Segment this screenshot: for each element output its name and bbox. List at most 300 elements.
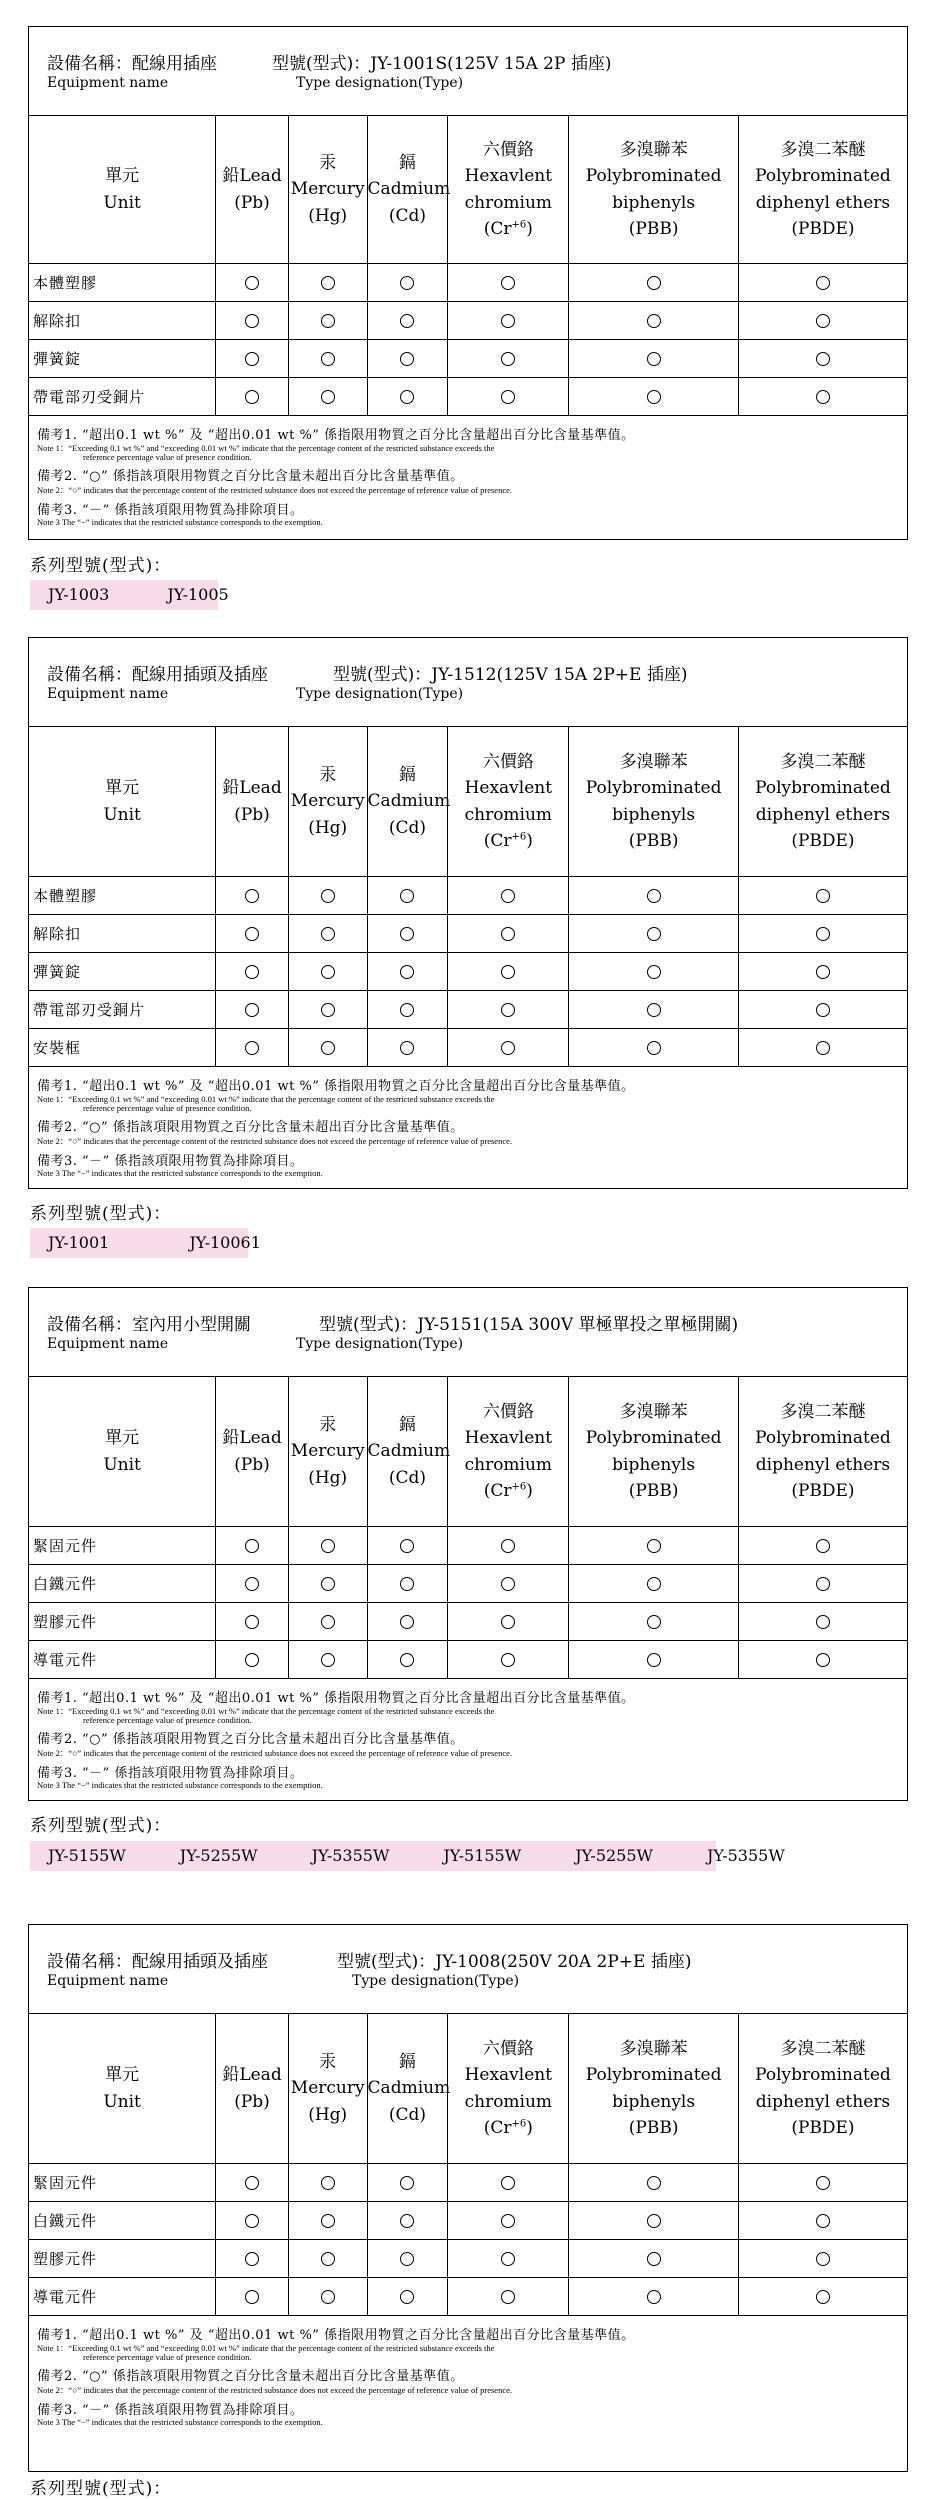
compliant-circle-icon — [245, 965, 259, 979]
compliance-cell — [738, 1029, 907, 1067]
notes-section — [29, 1066, 907, 1177]
mercury-header-line: Mercury — [290, 1441, 365, 1462]
compliance-cell — [367, 1641, 448, 1679]
lead-header-line: 鉛Lead — [222, 2065, 282, 2086]
note-1-zh: 備考1. “超出0.1 wt %” 及 “超出0.01 wt %” 係指限用物質之百分比含量超出百分比含量基準值。 — [37, 2328, 635, 2343]
pbde-header — [738, 727, 907, 877]
compliant-circle-icon — [501, 1539, 515, 1553]
equipment-name-en: Equipment name — [47, 1336, 169, 1352]
compliant-circle-icon — [816, 1653, 830, 1667]
compliance-cell — [569, 1641, 739, 1679]
pbb-header-line: Polybrominated — [585, 166, 722, 187]
compliance-cell — [569, 264, 739, 302]
rohs-sheet — [28, 637, 908, 1189]
compliant-circle-icon — [816, 2214, 830, 2228]
part-name: 塑膠元件 — [29, 2240, 216, 2278]
compliance-cell — [216, 877, 289, 915]
chromium-symbol: (Cr — [483, 2117, 512, 2138]
mercury-header-line: 汞 — [319, 2051, 337, 2072]
note-1-en: Note 1：“Exceeding 0.1 wt %” and “exceeding 0.01 wt %” indicate that the percentage content of the restricted substance exceeds the — [37, 1706, 495, 1716]
mercury-header-line: 汞 — [319, 764, 337, 785]
pbb-header-line: Polybrominated — [585, 1428, 722, 1449]
chromium-line: Hexavlent — [464, 1428, 553, 1449]
pbb-header-line: biphenyls — [612, 804, 696, 825]
compliance-cell — [367, 991, 448, 1029]
compliant-circle-icon — [400, 2176, 414, 2190]
compliant-circle-icon — [816, 1003, 830, 1017]
note-3-zh: 備考3. “－” 係指該項限用物質為排除項目。 — [37, 503, 304, 518]
pbde-header-line: 多溴二苯醚 — [780, 1401, 866, 1422]
compliant-circle-icon — [647, 2214, 661, 2228]
compliant-circle-icon — [321, 2252, 335, 2266]
model-zh: 型號(型式)：JY-1008(250V 20A 2P+E 插座) — [337, 1952, 692, 1972]
sheet-header — [29, 1925, 907, 2013]
compliance-cell — [738, 378, 907, 416]
compliant-circle-icon — [501, 352, 515, 366]
compliant-circle-icon — [647, 889, 661, 903]
compliant-circle-icon — [321, 390, 335, 404]
chromium-line: 六價鉻 — [482, 751, 534, 772]
compliance-cell — [216, 953, 289, 991]
chromium-header — [448, 116, 569, 264]
compliant-circle-icon — [400, 352, 414, 366]
series-model: JY-5255W — [179, 1846, 258, 1865]
compliant-circle-icon — [400, 1577, 414, 1591]
compliant-circle-icon — [501, 1653, 515, 1667]
compliance-cell — [738, 953, 907, 991]
compliance-cell — [569, 2202, 739, 2240]
pbb-header-line: 多溴聯苯 — [619, 2038, 688, 2059]
compliance-cell — [367, 2278, 448, 2316]
lead-header-line: (Pb) — [234, 192, 270, 213]
compliance-cell — [216, 1641, 289, 1679]
compliance-cell — [448, 1565, 569, 1603]
lead-header — [216, 2014, 289, 2164]
chromium-symbol: (Cr — [483, 218, 512, 239]
part-name: 彈簧錠 — [29, 953, 216, 991]
note-2-en: Note 2：“○” indicates that the percentage content of the restricted substance does not exceed the percentage of reference value of presence. — [37, 2385, 512, 2395]
unit-zh: 單元 — [105, 2065, 140, 2086]
unit-zh: 單元 — [105, 778, 140, 799]
header-row — [29, 116, 907, 264]
compliance-cell — [216, 1603, 289, 1641]
compliance-cell — [569, 1565, 739, 1603]
model-en: Type designation(Type) — [296, 686, 464, 702]
chromium-valence: +6 — [511, 1481, 527, 1493]
pbde-header-line: Polybrominated — [755, 1428, 891, 1449]
chromium-line: 六價鉻 — [482, 2038, 534, 2059]
lead-header-line: 鉛Lead — [222, 166, 282, 187]
compliant-circle-icon — [400, 889, 414, 903]
mercury-header — [288, 727, 367, 877]
lead-header-line: 鉛Lead — [222, 1428, 282, 1449]
pbde-header-line: diphenyl ethers — [755, 1454, 891, 1475]
compliance-cell — [288, 2164, 367, 2202]
compliance-cell — [448, 1527, 569, 1565]
note-3-zh: 備考3. “－” 係指該項限用物質為排除項目。 — [37, 1154, 304, 1169]
chromium-line: chromium — [464, 192, 553, 213]
compliant-circle-icon — [501, 2176, 515, 2190]
mercury-header-line: 汞 — [319, 1414, 337, 1435]
compliant-circle-icon — [501, 1615, 515, 1629]
chromium-valence: +6 — [511, 831, 527, 843]
series-label: 系列型號(型式)： — [30, 556, 172, 576]
pbb-header — [569, 2014, 739, 2164]
note-2-zh: 備考2. “○” 係指該項限用物質之百分比含量未超出百分比含量基準值。 — [37, 469, 464, 484]
compliance-cell — [288, 877, 367, 915]
compliant-circle-icon — [321, 965, 335, 979]
pbde-header-line: diphenyl ethers — [755, 2091, 891, 2112]
part-name: 本體塑膠 — [29, 877, 216, 915]
compliance-cell — [448, 340, 569, 378]
cadmium-header-line: (Cd) — [388, 1467, 426, 1488]
compliant-circle-icon — [321, 1041, 335, 1055]
part-name: 白鐵元件 — [29, 2202, 216, 2240]
equipment-name-zh: 設備名稱：室內用小型開關 — [47, 1315, 251, 1335]
table-row — [29, 378, 907, 416]
note-1-en: Note 1：“Exceeding 0.1 wt %” and “exceeding 0.01 wt %” indicate that the percentage content of the restricted substance exceeds the — [37, 1094, 495, 1104]
unit-en: Unit — [103, 2091, 141, 2112]
compliant-circle-icon — [816, 927, 830, 941]
compliance-cell — [216, 1527, 289, 1565]
table-row — [29, 915, 907, 953]
pbb-header-line: biphenyls — [612, 1454, 696, 1475]
compliance-cell — [569, 378, 739, 416]
substance-table — [29, 726, 907, 1067]
cadmium-header — [367, 116, 451, 264]
compliant-circle-icon — [647, 927, 661, 941]
lead-header — [216, 1377, 289, 1527]
compliant-circle-icon — [647, 1539, 661, 1553]
table-row — [29, 2164, 907, 2202]
compliant-circle-icon — [245, 390, 259, 404]
table-row — [29, 1641, 907, 1679]
compliant-circle-icon — [501, 2290, 515, 2304]
compliant-circle-icon — [647, 314, 661, 328]
rohs-sheet — [28, 26, 908, 540]
compliance-cell — [216, 2240, 289, 2278]
compliance-cell — [288, 1565, 367, 1603]
table-row — [29, 302, 907, 340]
part-name: 導電元件 — [29, 2278, 216, 2316]
note-2-en: Note 2：“○” indicates that the percentage content of the restricted substance does not exceed the percentage of reference value of presence. — [37, 1136, 512, 1146]
model-en: Type designation(Type) — [352, 1973, 520, 1989]
compliant-circle-icon — [245, 1003, 259, 1017]
series-models-highlight — [30, 580, 229, 610]
substance-table — [29, 2013, 907, 2316]
compliance-cell — [288, 915, 367, 953]
unit-header — [29, 727, 216, 877]
compliant-circle-icon — [245, 1615, 259, 1629]
compliant-circle-icon — [245, 2176, 259, 2190]
note-1-en-cont: reference percentage value of presence condition. — [83, 2352, 252, 2362]
compliance-cell — [288, 2240, 367, 2278]
series-model: JY-1001 — [48, 1233, 110, 1252]
compliance-cell — [367, 264, 448, 302]
unit-header — [29, 1377, 216, 1527]
compliant-circle-icon — [245, 352, 259, 366]
compliant-circle-icon — [647, 2176, 661, 2190]
note-1-zh: 備考1. “超出0.1 wt %” 及 “超出0.01 wt %” 係指限用物質之百分比含量超出百分比含量基準值。 — [37, 1079, 635, 1094]
compliant-circle-icon — [245, 1577, 259, 1591]
compliant-circle-icon — [245, 927, 259, 941]
pbde-header-line: 多溴二苯醚 — [780, 2038, 866, 2059]
pbde-header-line: (PBDE) — [791, 2117, 855, 2138]
mercury-header-line: (Hg) — [308, 2104, 348, 2125]
compliant-circle-icon — [501, 1003, 515, 1017]
series-model: JY-5155W — [48, 1846, 126, 1865]
compliance-cell — [367, 915, 448, 953]
compliant-circle-icon — [501, 1577, 515, 1591]
chromium-symbol: (Cr — [483, 1480, 512, 1501]
pbb-header-line: 多溴聯苯 — [619, 751, 688, 772]
compliance-cell — [448, 378, 569, 416]
compliant-circle-icon — [321, 276, 335, 290]
compliant-circle-icon — [816, 1539, 830, 1553]
compliance-cell — [216, 2164, 289, 2202]
pbb-header-line: 多溴聯苯 — [619, 1401, 688, 1422]
compliant-circle-icon — [321, 1539, 335, 1553]
compliance-cell — [367, 340, 448, 378]
compliant-circle-icon — [501, 965, 515, 979]
part-name: 導電元件 — [29, 1641, 216, 1679]
compliance-cell — [738, 877, 907, 915]
compliant-circle-icon — [647, 1653, 661, 1667]
unit-en: Unit — [103, 1454, 141, 1475]
compliance-cell — [738, 1527, 907, 1565]
cadmium-header — [367, 727, 451, 877]
compliance-cell — [216, 264, 289, 302]
mercury-header-line: Mercury — [290, 179, 365, 200]
unit-header — [29, 2014, 216, 2164]
compliant-circle-icon — [816, 390, 830, 404]
cadmium-header — [367, 2014, 451, 2164]
compliance-cell — [367, 1565, 448, 1603]
part-name: 帶電部刃受銅片 — [29, 991, 216, 1029]
compliant-circle-icon — [647, 390, 661, 404]
compliant-circle-icon — [647, 352, 661, 366]
cadmium-header-line: (Cd) — [388, 205, 426, 226]
pbde-header — [738, 1377, 907, 1527]
cadmium-header-line: 鎘 — [398, 2051, 416, 2072]
pbb-header-line: (PBB) — [628, 1480, 679, 1501]
compliant-circle-icon — [321, 2290, 335, 2304]
part-name: 本體塑膠 — [29, 264, 216, 302]
note-1-zh: 備考1. “超出0.1 wt %” 及 “超出0.01 wt %” 係指限用物質之百分比含量超出百分比含量基準值。 — [37, 1691, 635, 1706]
mercury-header-line: Mercury — [290, 2078, 365, 2099]
chromium-line: 六價鉻 — [482, 139, 534, 160]
sheet-header — [29, 27, 907, 115]
chromium-paren: ) — [526, 1480, 533, 1501]
compliant-circle-icon — [501, 276, 515, 290]
chromium-line: chromium — [464, 804, 553, 825]
part-name: 解除扣 — [29, 915, 216, 953]
compliance-cell — [367, 953, 448, 991]
compliant-circle-icon — [816, 965, 830, 979]
compliant-circle-icon — [245, 2290, 259, 2304]
pbde-header-line: diphenyl ethers — [755, 804, 891, 825]
compliant-circle-icon — [321, 2176, 335, 2190]
compliance-cell — [448, 1029, 569, 1067]
note-1-en: Note 1：“Exceeding 0.1 wt %” and “exceeding 0.01 wt %” indicate that the percentage content of the restricted substance exceeds the — [37, 2343, 495, 2353]
pbde-header-line: (PBDE) — [791, 830, 855, 851]
table-row — [29, 1603, 907, 1641]
note-3-zh: 備考3. “－” 係指該項限用物質為排除項目。 — [37, 1766, 304, 1781]
compliant-circle-icon — [245, 2252, 259, 2266]
table-row — [29, 953, 907, 991]
model-zh: 型號(型式)：JY-5151(15A 300V 單極單投之單極開關) — [319, 1315, 739, 1335]
unit-en: Unit — [103, 804, 141, 825]
note-1-en-cont: reference percentage value of presence condition. — [83, 1103, 252, 1113]
chromium-symbol: (Cr — [483, 830, 512, 851]
compliance-cell — [288, 1029, 367, 1067]
pbb-header-line: (PBB) — [628, 2117, 679, 2138]
mercury-header — [288, 116, 367, 264]
cadmium-header-line: (Cd) — [388, 817, 426, 838]
compliant-circle-icon — [501, 390, 515, 404]
compliance-cell — [448, 2164, 569, 2202]
compliant-circle-icon — [816, 1615, 830, 1629]
series-model: JY-5355W — [706, 1846, 785, 1865]
chromium-header — [448, 2014, 569, 2164]
table-row — [29, 2202, 907, 2240]
compliance-cell — [367, 1527, 448, 1565]
compliance-cell — [288, 264, 367, 302]
compliant-circle-icon — [400, 1539, 414, 1553]
note-2-zh: 備考2. “○” 係指該項限用物質之百分比含量未超出百分比含量基準值。 — [37, 1732, 464, 1747]
compliance-cell — [569, 1603, 739, 1641]
compliant-circle-icon — [400, 2214, 414, 2228]
equipment-name-en: Equipment name — [47, 1973, 169, 1989]
compliant-circle-icon — [816, 314, 830, 328]
compliance-cell — [738, 264, 907, 302]
model-en: Type designation(Type) — [296, 1336, 464, 1352]
note-2-zh: 備考2. “○” 係指該項限用物質之百分比含量未超出百分比含量基準值。 — [37, 1120, 464, 1135]
compliant-circle-icon — [400, 1003, 414, 1017]
model-zh: 型號(型式)：JY-1001S(125V 15A 2P 插座) — [272, 54, 612, 74]
compliance-cell — [216, 1565, 289, 1603]
cadmium-header-line: 鎘 — [398, 1414, 416, 1435]
compliant-circle-icon — [245, 2214, 259, 2228]
equipment-name-zh: 設備名稱：配線用插頭及插座 — [47, 1952, 268, 1972]
chromium-paren: ) — [526, 2117, 533, 2138]
header-row — [29, 1377, 907, 1527]
compliant-circle-icon — [321, 1003, 335, 1017]
compliant-circle-icon — [501, 889, 515, 903]
table-row — [29, 877, 907, 915]
mercury-header-line: (Hg) — [308, 1467, 348, 1488]
compliant-circle-icon — [816, 2176, 830, 2190]
compliant-circle-icon — [400, 2290, 414, 2304]
lead-header — [216, 727, 289, 877]
rohs-sheet — [28, 1287, 908, 1801]
compliant-circle-icon — [816, 352, 830, 366]
compliant-circle-icon — [400, 965, 414, 979]
compliance-cell — [738, 1603, 907, 1641]
compliance-cell — [288, 302, 367, 340]
compliance-cell — [569, 991, 739, 1029]
note-3-en: Note 3 The “−” indicates that the restricted substance corresponds to the exemption. — [37, 1780, 323, 1790]
equipment-name-zh: 設備名稱：配線用插座 — [47, 54, 217, 74]
table-row — [29, 1527, 907, 1565]
pbb-header-line: 多溴聯苯 — [619, 139, 688, 160]
notes-section — [29, 1678, 907, 1789]
compliant-circle-icon — [321, 352, 335, 366]
compliant-circle-icon — [321, 1615, 335, 1629]
compliance-cell — [216, 915, 289, 953]
compliant-circle-icon — [321, 2214, 335, 2228]
chromium-valence: +6 — [511, 219, 527, 231]
part-name: 彈簧錠 — [29, 340, 216, 378]
table-row — [29, 264, 907, 302]
part-name: 緊固元件 — [29, 2164, 216, 2202]
compliant-circle-icon — [400, 1653, 414, 1667]
compliant-circle-icon — [816, 276, 830, 290]
pbde-header — [738, 2014, 907, 2164]
pbde-header-line: (PBDE) — [791, 218, 855, 239]
equipment-name-en: Equipment name — [47, 75, 169, 91]
compliant-circle-icon — [245, 1539, 259, 1553]
compliant-circle-icon — [400, 927, 414, 941]
substance-table — [29, 115, 907, 416]
compliance-cell — [569, 2164, 739, 2202]
chromium-line: Hexavlent — [464, 166, 553, 187]
compliant-circle-icon — [501, 2214, 515, 2228]
compliant-circle-icon — [501, 2252, 515, 2266]
substance-table — [29, 1376, 907, 1679]
compliance-cell — [738, 1565, 907, 1603]
compliant-circle-icon — [501, 314, 515, 328]
series-label: 系列型號(型式)： — [30, 2479, 172, 2499]
series-model: JY-1005 — [167, 585, 229, 604]
pbb-header — [569, 116, 739, 264]
sheet-header — [29, 638, 907, 726]
compliance-cell — [288, 1641, 367, 1679]
note-3-en: Note 3 The “−” indicates that the restricted substance corresponds to the exemption. — [37, 517, 323, 527]
pbb-header-line: biphenyls — [612, 192, 696, 213]
note-2-en: Note 2：“○” indicates that the percentage content of the restricted substance does not exceed the percentage of reference value of presence. — [37, 485, 512, 495]
compliant-circle-icon — [245, 1653, 259, 1667]
lead-header — [216, 116, 289, 264]
compliance-cell — [569, 2240, 739, 2278]
compliance-cell — [216, 1029, 289, 1067]
compliance-cell — [738, 340, 907, 378]
pbb-header-line: Polybrominated — [585, 2065, 722, 2086]
compliant-circle-icon — [321, 1653, 335, 1667]
compliant-circle-icon — [816, 889, 830, 903]
compliance-cell — [448, 953, 569, 991]
compliance-cell — [216, 2202, 289, 2240]
lead-header-line: (Pb) — [234, 2091, 270, 2112]
compliance-cell — [569, 1029, 739, 1067]
part-name: 解除扣 — [29, 302, 216, 340]
pbb-header-line: (PBB) — [628, 830, 679, 851]
chromium-header — [448, 1377, 569, 1527]
chromium-valence: +6 — [511, 2118, 527, 2130]
pbb-header-line: Polybrominated — [585, 778, 722, 799]
compliance-cell — [288, 991, 367, 1029]
compliance-cell — [448, 991, 569, 1029]
compliant-circle-icon — [501, 1041, 515, 1055]
compliance-cell — [569, 302, 739, 340]
note-1-en: Note 1：“Exceeding 0.1 wt %” and “exceeding 0.01 wt %” indicate that the percentage content of the restricted substance exceeds the — [37, 443, 495, 453]
mercury-header-line: (Hg) — [308, 205, 348, 226]
pbb-header — [569, 1377, 739, 1527]
compliance-cell — [448, 264, 569, 302]
compliance-cell — [448, 915, 569, 953]
pbde-header-line: diphenyl ethers — [755, 192, 891, 213]
compliant-circle-icon — [400, 1041, 414, 1055]
